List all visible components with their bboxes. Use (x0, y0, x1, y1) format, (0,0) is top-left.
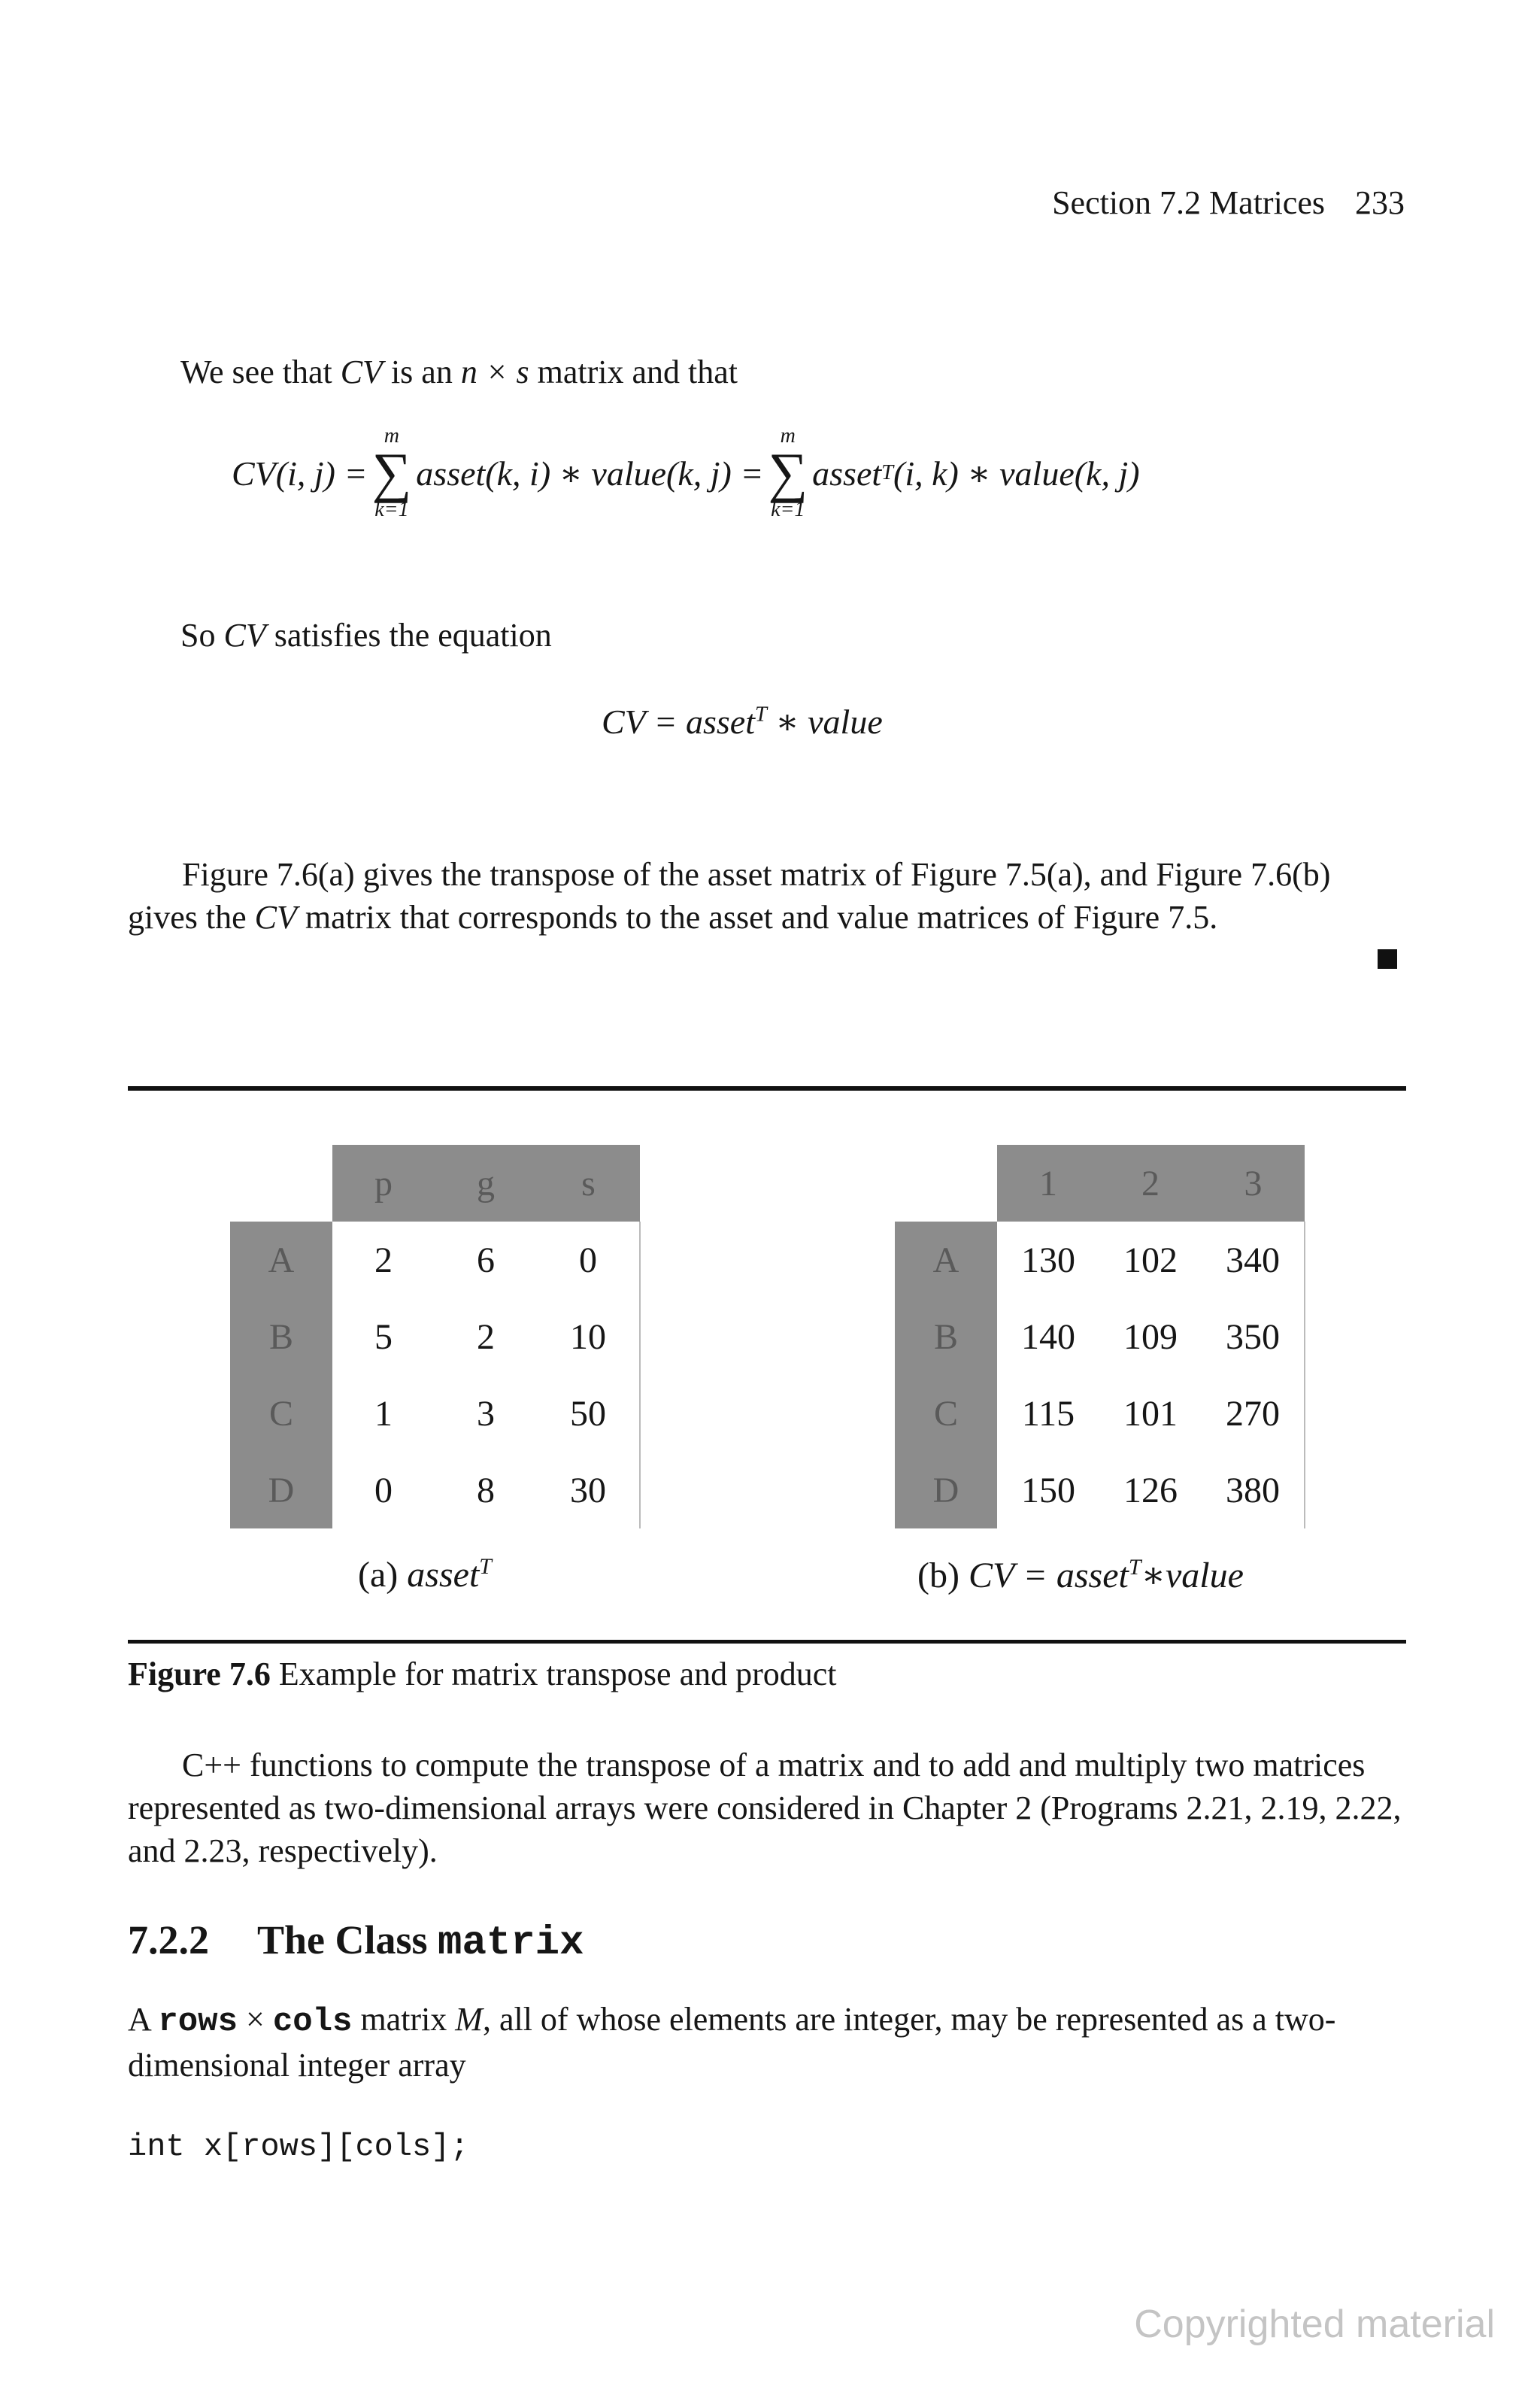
matrix-a-cell: 8 (435, 1452, 537, 1528)
matrix-a-cell: 2 (332, 1222, 435, 1298)
matrix-b-col-header: 1 (997, 1145, 1099, 1222)
matrix-b-cell: 270 (1202, 1375, 1305, 1452)
matrix-b-row-header: C (895, 1375, 997, 1452)
matrix-a-cell: 3 (435, 1375, 537, 1452)
matrix-b-cell: 340 (1202, 1222, 1305, 1298)
header-section: Section 7.2 Matrices (1052, 184, 1325, 221)
matrix-a-cell: 50 (537, 1375, 640, 1452)
matrix-a-cell: 1 (332, 1375, 435, 1452)
matrix-a-cell: 0 (332, 1452, 435, 1528)
paragraph-cpp-functions: C++ functions to compute the transpose of a matrix and to add and multiply two matrices represented as two-dimensional arrays were considered in Chapter 2 (Programs 2.21, 2.19, 2.22, and 2.23, respectively). (128, 1747, 1402, 1869)
matrix-a-cell: 0 (537, 1222, 640, 1298)
matrix-b-row (895, 1452, 1305, 1528)
matrix-b-cell: 150 (997, 1452, 1099, 1528)
matrix-b-col-header: 2 (1099, 1145, 1202, 1222)
matrix-cv (895, 1145, 1305, 1528)
matrix-b-row (895, 1222, 1305, 1298)
matrix-a-row (230, 1222, 640, 1298)
running-header (1052, 184, 1405, 222)
matrix-a-cell: 6 (435, 1222, 537, 1298)
matrix-b-row-header: D (895, 1452, 997, 1528)
matrix-b-cell: 102 (1099, 1222, 1202, 1298)
matrix-a-header-row (230, 1145, 640, 1222)
matrix-a-cell: 5 (332, 1298, 435, 1375)
paragraph-cv-satisfies: So CV satisfies the equation (180, 617, 552, 654)
matrix-a-cell: 30 (537, 1452, 640, 1528)
section-title: The Class matrix (257, 1917, 584, 1966)
matrix-b-corner (895, 1145, 997, 1222)
matrix-b-row (895, 1298, 1305, 1375)
matrix-b-cell: 126 (1099, 1452, 1202, 1528)
matrix-a-row-header: A (230, 1222, 332, 1298)
matrix-b-cell: 140 (997, 1298, 1099, 1375)
matrix-a-cell: 10 (537, 1298, 640, 1375)
matrix-b-row-header: B (895, 1298, 997, 1375)
matrix-b-row-header: A (895, 1222, 997, 1298)
copyright-watermark: Copyrighted material (1134, 2302, 1495, 2346)
figure-top-rule (128, 1086, 1406, 1091)
figure-label: Figure 7.6 (128, 1656, 271, 1692)
page-number: 233 (1355, 184, 1405, 221)
matrix-a-col-header: p (332, 1145, 435, 1222)
matrix-a-col-header: g (435, 1145, 537, 1222)
matrix-a-row (230, 1375, 640, 1452)
matrix-b-cell: 130 (997, 1222, 1099, 1298)
intro-paragraph: We see that CV is an n × s matrix and that (180, 354, 738, 390)
matrix-b-cell: 380 (1202, 1452, 1305, 1528)
matrix-a-row-header: C (230, 1375, 332, 1452)
matrix-asset-transpose (230, 1145, 641, 1528)
paragraph-matrix-representation: A rows × cols matrix M, all of whose elements are integer, may be represented as a two-dimensional integer array (128, 2001, 1336, 2084)
code-declaration: int x[rows][cols]; (128, 2129, 469, 2165)
caption-a: (a) asset$^T$ (358, 1554, 492, 1595)
matrix-b-cell: 350 (1202, 1298, 1305, 1375)
matrix-a-cell: 2 (435, 1298, 537, 1375)
end-of-example-mark (1378, 949, 1397, 969)
matrix-a-row-header: B (230, 1298, 332, 1375)
matrix-table-a (230, 1145, 641, 1528)
equation-cv-product: CV = asset$^T$ ∗ value (602, 703, 883, 741)
matrix-b-col-header: 3 (1202, 1145, 1305, 1222)
sum-symbol-1: m ∑ k=1 (371, 424, 412, 522)
sum-symbol-2: m ∑ k=1 (768, 424, 808, 522)
matrix-a-row (230, 1298, 640, 1375)
matrix-a-col-header: s (537, 1145, 640, 1222)
figure-caption: Figure 7.6 Example for matrix transpose and product (128, 1656, 837, 1692)
paragraph-figure-reference: Figure 7.6(a) gives the transpose of the asset matrix of Figure 7.5(a), and Figure 7.6(b) gives the CV matrix that corresponds to the asset and value matrices of Figure 7.5. (128, 856, 1331, 936)
matrix-b-cell: 115 (997, 1375, 1099, 1452)
matrix-b-cell: 109 (1099, 1298, 1202, 1375)
matrix-b-row (895, 1375, 1305, 1452)
section-heading (128, 1917, 584, 1966)
equation-cv-sum: CV(i, j) = m ∑ k=1 asset(k, i) ∗ value(k, j) = m ∑ k=1 asset T (i, k) ∗ value(k, j) (232, 424, 1140, 522)
figure-bottom-rule (128, 1640, 1406, 1644)
matrix-b-cell: 101 (1099, 1375, 1202, 1452)
caption-b: (b) CV = asset$^T$∗value (917, 1555, 1244, 1595)
matrix-b-header-row (895, 1145, 1305, 1222)
matrix-a-corner (230, 1145, 332, 1222)
matrix-a-row-header: D (230, 1452, 332, 1528)
section-number: 7.2.2 (128, 1917, 209, 1962)
matrix-table-b (895, 1145, 1305, 1528)
matrix-a-row (230, 1452, 640, 1528)
